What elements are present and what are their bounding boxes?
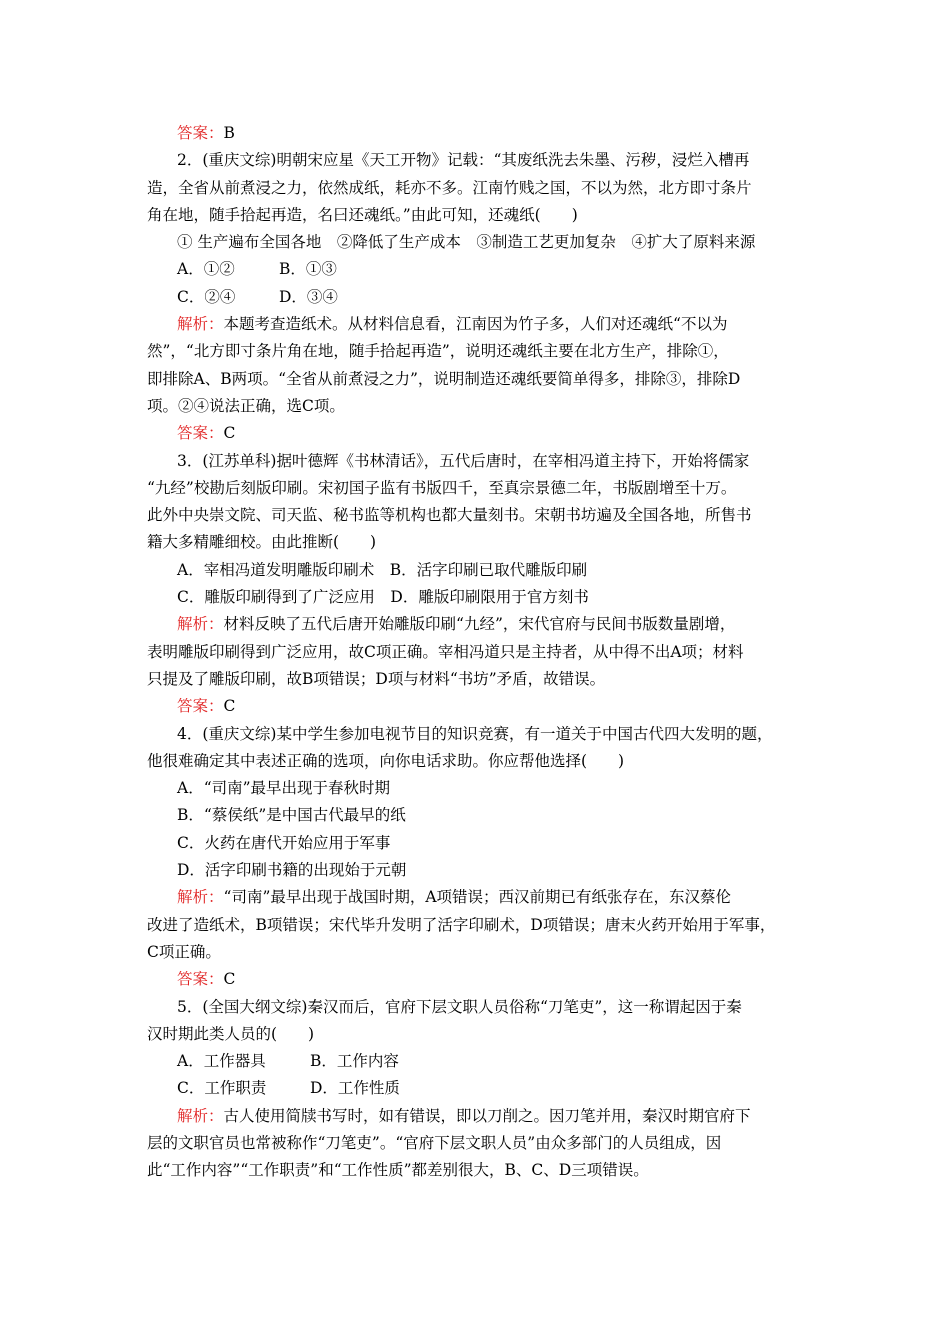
q3-analysis-line-3: 只提及了雕版印刷，故B项错误；D项与材料“书坊”矛盾，故错误。	[147, 669, 606, 688]
q4-option-c: C．火药在唐代开始应用于军事	[177, 833, 391, 852]
q2-analysis-line-4: 项。②④说法正确，选C项。	[147, 396, 345, 415]
q4-analysis-line-2: 改进了造纸术，B项错误；宋代毕升发明了活字印刷术，D项错误；唐末火药开始用于军事，	[147, 915, 776, 934]
option-b: B．活字印刷已取代雕版印刷	[389, 560, 588, 579]
q2-stem-line-3: 角在地，随手拾起再造，名曰还魂纸。”由此可知，还魂纸( )	[147, 205, 578, 224]
answer-label: 答案：	[177, 970, 224, 989]
option-c: C．②④	[177, 287, 236, 306]
q3-options-row-1	[147, 557, 812, 584]
q4-stem-line-1: 4．(重庆文综)某中学生参加电视节目的知识竞赛，有一道关于中国古代四大发明的题，	[177, 724, 773, 743]
option-a: A．宰相冯道发明雕版印刷术	[177, 560, 375, 579]
option-b: B．①③	[279, 260, 337, 279]
answer-value: C	[223, 424, 236, 443]
analysis-text: 材料反映了五代后唐开始雕版印刷“九经”，宋代官府与民间书版数量剧增，	[223, 615, 736, 634]
document-body	[147, 120, 812, 1185]
answer-label: 答案：	[177, 124, 224, 142]
q2-stem-line-2: 造，全省从前煮浸之力，依然成纸，耗亦不多。江南竹贱之国，不以为然，北方即寸条片	[147, 178, 752, 197]
option-d: D．③④	[279, 287, 338, 306]
answer-value: B	[223, 124, 235, 142]
option-c: C．雕版印刷得到了广泛应用	[177, 588, 375, 607]
q3-analysis-line-1	[147, 611, 812, 638]
q5-stem-line-2: 汉时期此类人员的( )	[147, 1024, 315, 1043]
q4-analysis-line-1	[147, 884, 812, 911]
answer-value: C	[223, 697, 236, 716]
q2-analysis-line-1	[147, 311, 812, 338]
q2-answer	[147, 420, 812, 447]
analysis-text: “司南”最早出现于战国时期，A项错误；西汉前期已有纸张存在，东汉蔡伦	[223, 888, 732, 907]
q4-option-a: A．“司南”最早出现于春秋时期	[177, 779, 391, 798]
option-d: D．工作性质	[310, 1079, 400, 1098]
q1-answer	[147, 120, 812, 147]
q3-stem-line-3: 此外中央崇文院、司天监、秘书监等机构也都大量刻书。宋朝书坊遍及全国各地，所售书	[147, 506, 752, 525]
q4-analysis-line-3: C项正确。	[147, 942, 221, 961]
option-a: A．①②	[177, 260, 235, 279]
analysis-text: 本题考查造纸术。从材料信息看，江南因为竹子多，人们对还魂纸“不以为	[223, 315, 728, 334]
q3-stem-line-4: 籍大多精雕细校。由此推断( )	[147, 533, 377, 552]
analysis-label: 解析：	[177, 315, 224, 334]
q3-stem-line-1: 3．(江苏单科)据叶德辉《书林清话》，五代后唐时，在宰相冯道主持下，开始将儒家	[177, 451, 750, 470]
option-b: B．工作内容	[310, 1052, 399, 1071]
option-d: D．雕版印刷限用于官方刻书	[390, 588, 589, 607]
q4-option-d: D．活字印刷书籍的出现始于元朝	[177, 861, 407, 880]
option-a: A．工作器具	[177, 1052, 266, 1071]
answer-label: 答案：	[177, 424, 224, 443]
q2-options-row-2	[147, 284, 812, 311]
q5-stem-line-1: 5．(全国大纲文综)秦汉而后，官府下层文职人员俗称“刀笔吏”，这一称谓起因于秦	[177, 997, 742, 1016]
q2-items: ① 生产遍布全国各地 ②降低了生产成本 ③制造工艺更加复杂 ④扩大了原料来源	[177, 233, 756, 252]
q2-analysis-line-3: 即排除A、B两项。“全省从前煮浸之力”，说明制造还魂纸要简单得多，排除③，排除D	[147, 369, 741, 388]
q3-answer	[147, 693, 812, 720]
answer-label: 答案：	[177, 697, 224, 716]
analysis-label: 解析：	[177, 888, 224, 907]
q2-analysis-line-2: 然”，“北方即寸条片角在地，随手拾起再造”，说明还魂纸主要在北方生产，排除①，	[147, 342, 729, 361]
q2-stem-line-1: 2．(重庆文综)明朝宋应星《天工开物》记载：“其废纸洗去朱墨、污秽，浸烂入槽再	[177, 151, 750, 170]
analysis-label: 解析：	[177, 1106, 224, 1125]
q4-answer	[147, 966, 812, 993]
q3-stem-line-2: “九经”校勘后刻版印刷。宋初国子监有书版四千，至真宗景德二年，书版剧增至十万。	[147, 478, 737, 497]
q3-analysis-line-2: 表明雕版印刷得到广泛应用，故C项正确。宰相冯道只是主持者，从中得不出A项；材料	[147, 642, 744, 661]
q5-options-row-2	[147, 1075, 812, 1102]
q3-options-row-2	[147, 584, 812, 611]
analysis-label: 解析：	[177, 615, 224, 634]
analysis-text: 古人使用简牍书写时，如有错误，即以刀削之。因刀笔并用，秦汉时期官府下	[223, 1106, 751, 1125]
q2-options-row-1	[147, 256, 812, 283]
q5-analysis-line-2: 层的文职官员也常被称作“刀笔吏”。“官府下层文职人员”由众多部门的人员组成，因	[147, 1133, 722, 1152]
q4-option-b: B．“蔡侯纸”是中国古代最早的纸	[177, 806, 406, 825]
answer-value: C	[223, 970, 236, 989]
q5-options-row-1	[147, 1048, 812, 1075]
q5-analysis-line-3: 此“工作内容”“工作职责”和“工作性质”都差别很大，B、C、D三项错误。	[147, 1161, 649, 1180]
option-c: C．工作职责	[177, 1079, 267, 1098]
q5-analysis-line-1	[147, 1103, 812, 1130]
q4-stem-line-2: 他很难确定其中表述正确的选项，向你电话求助。你应帮他选择( )	[147, 751, 625, 770]
